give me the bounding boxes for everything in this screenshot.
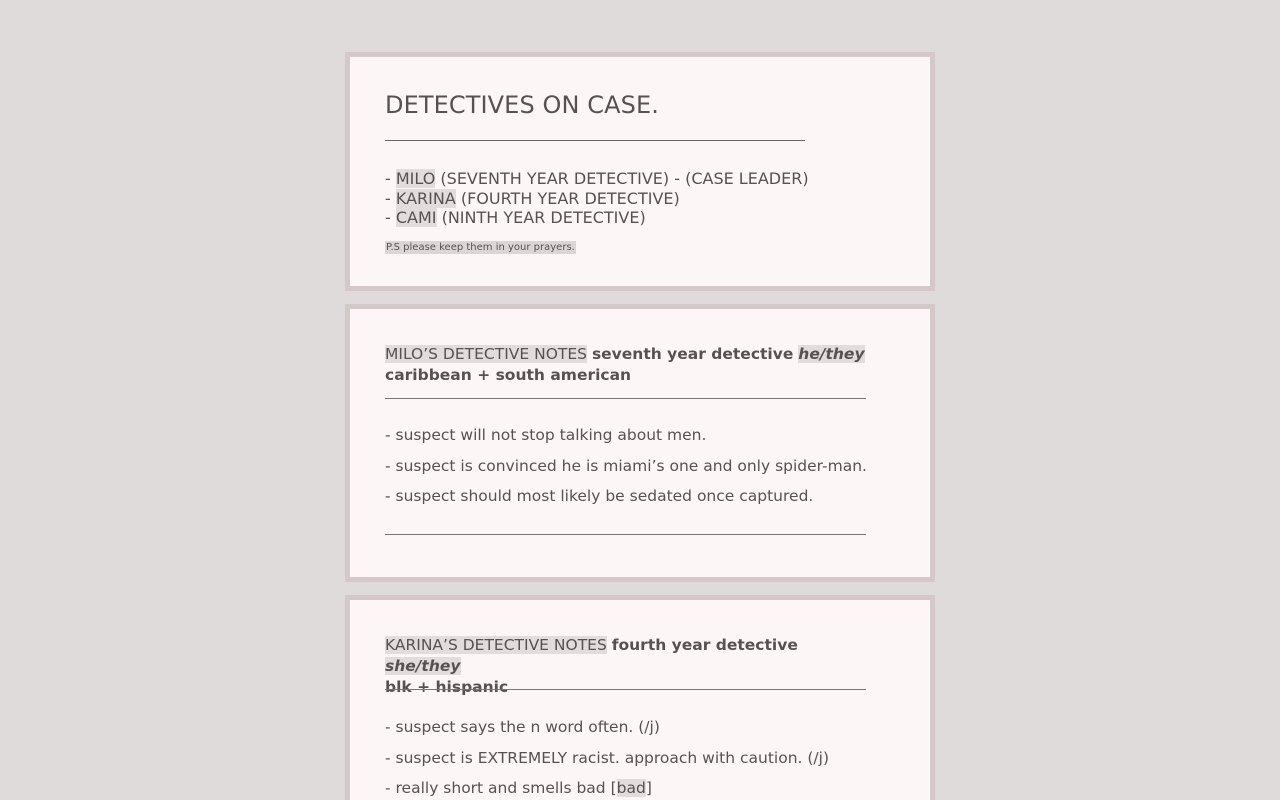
detective-rank: seventh year detective xyxy=(591,345,794,363)
detective-item: - MILO (SEVENTH YEAR DETECTIVE) - (CASE LEADER) xyxy=(385,169,809,188)
detective-name: CAMI xyxy=(395,208,437,227)
pronouns-badge: he/they xyxy=(798,345,865,363)
title-underline xyxy=(385,140,805,141)
bad-tag: bad xyxy=(616,779,646,797)
heritage: blk + hispanic xyxy=(385,678,509,696)
divider-bottom xyxy=(385,534,866,535)
detectives-card xyxy=(345,52,935,291)
note-item: - suspect is convinced he is miami’s one and only spider-man. xyxy=(385,456,867,475)
detective-name: KARINA xyxy=(395,188,456,208)
note-item: - suspect will not stop talking about men. xyxy=(385,426,707,444)
notes-title: KARINA’S DETECTIVE NOTES xyxy=(385,636,607,654)
notes-header xyxy=(385,344,875,386)
note-item: - really short and smells bad [bad] xyxy=(385,779,652,797)
notes-title: MILO’S DETECTIVE NOTES xyxy=(385,345,587,363)
detective-rank: fourth year detective xyxy=(611,636,798,654)
notes-list xyxy=(385,712,829,800)
divider-top xyxy=(385,689,866,690)
ps-note: P.S please keep them in your prayers. xyxy=(386,242,575,253)
note-item: - suspect is EXTREMELY racist. approach with caution. (/j) xyxy=(385,748,830,767)
note-item: - suspect says the n word often. (/j) xyxy=(385,718,660,736)
detectives-list xyxy=(385,169,809,228)
detective-item: - CAMI (NINTH YEAR DETECTIVE) xyxy=(385,208,646,227)
heritage: caribbean + south american xyxy=(385,366,632,384)
karina-notes-card xyxy=(345,595,935,800)
detective-item: - KARINA (FOURTH YEAR DETECTIVE) xyxy=(385,188,680,208)
page-title: DETECTIVES ON CASE. xyxy=(385,91,659,119)
divider-top xyxy=(385,398,866,399)
detective-name: MILO xyxy=(395,169,436,188)
notes-list xyxy=(385,420,867,512)
note-item: - suspect should most likely be sedated once captured. xyxy=(385,487,814,505)
milo-notes-card xyxy=(345,304,935,582)
pronouns-badge: she/they xyxy=(385,657,461,675)
